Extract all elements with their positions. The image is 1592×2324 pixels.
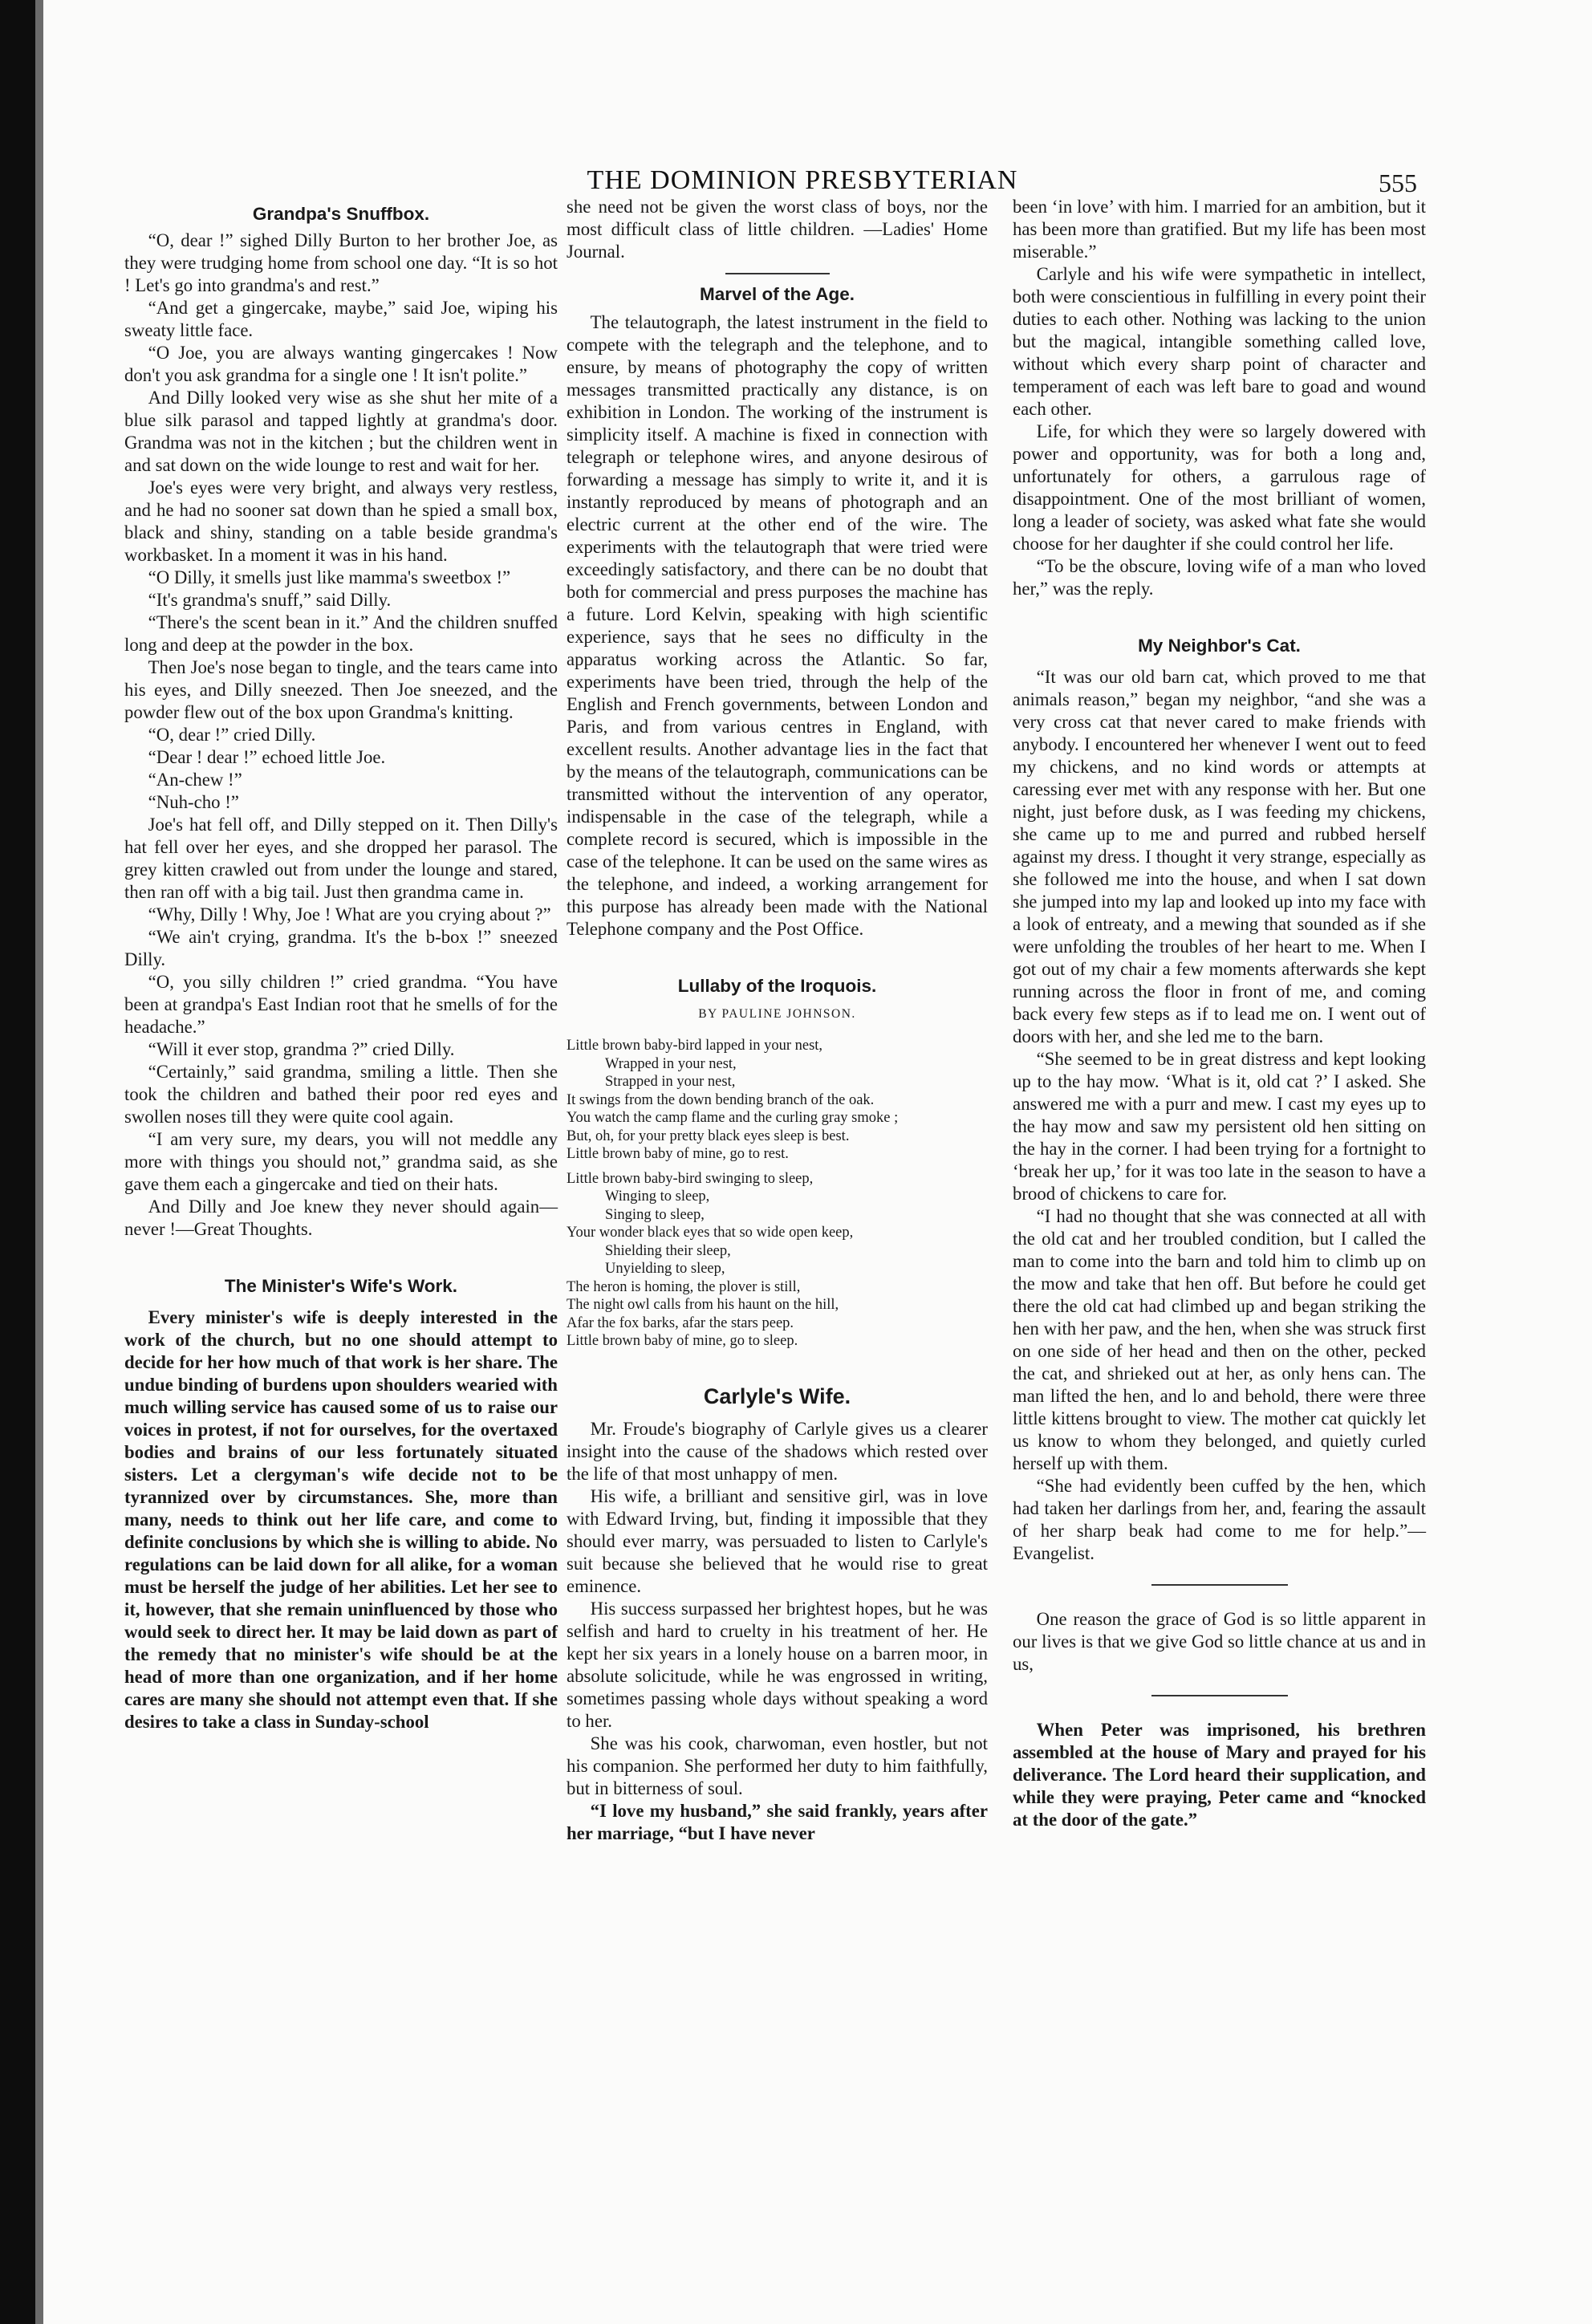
article-paragraph: Mr. Froude's biography of Carlyle gives us a clearer insight into the cause of the shadows which rested over the life of that most unhappy of men. [567,1418,988,1484]
article-paragraph: “Dear ! dear !” echoed little Joe. [148,747,386,767]
article-paragraph: Joe's hat fell off, and Dilly stepped on it. Then Dilly's hat fell over her eyes, and she dropped her parasol. The grey kitten crawled out from under the lounge and stared, then ran off with a big tail. Just then grandma came in. [124,815,558,902]
article-paragraph: “I love my husband,” she said frankly, years after her marriage, “but I have never [567,1800,988,1843]
page-number: 555 [1379,169,1417,197]
article-heading-grandpas-snuffbox: Grandpa's Snuffbox. [252,204,430,224]
article-paragraph: “O, you silly children !” cried grandma. “You have been at grandpa's East Indian root that he smells of for the headache.” [124,972,558,1037]
article-paragraph: His success surpassed her brightest hopes, but he was selfish and hard to cruelty in his treatment of her. He kept her six years in a lonely house on a barren moor, in absolute solicitude, while he was engrossed in writing, sometimes passing whole days without speaking a word to her. [567,1598,988,1731]
article-paragraph: “She had evidently been cuffed by the hen, which had taken her darlings from her, and, fearing the assault of her sharp beak had come to me for help.”—Evangelist. [1013,1476,1426,1563]
poem-line: The heron is homing, the plover is still, [567,1278,801,1295]
article-continuation: she need not be given the worst class of boys, nor the most difficult class of little children. —Ladies' Home Journal. [567,197,988,262]
article-paragraph: “She seemed to be in great distress and kept looking up to the hay mow. ‘What is it, old cat ?’ I asked. She answered me with a purr and mew. I cast my eyes up to the hay mow and saw my persistent old hen sitting on the hay in the corner. I had been trying for a fortnight to ‘break her up,’ for it was too late in the season to have a brood of chickens to care for. [1013,1049,1426,1204]
filler-paragraph-grace: One reason the grace of God is so little apparent in our lives is that we give God so little chance at us and in us, [1013,1609,1426,1674]
poem-line: Little brown baby of mine, go to rest. [567,1146,789,1162]
article-paragraph: Life, for which they were so largely dowered with power and opportunity, was for both a long and, unfortunately for others, a garrulous rage of disappointment. One of the most brilliant of women, long a leader of society, was asked what fate she would choose for her daughter if she could control her life. [1013,421,1426,554]
poem-line: Winging to sleep, [605,1188,710,1205]
article-paragraph: Carlyle and his wife were sympathetic in intellect, both were conscientious in fulfilling in every point their duties to each other. Nothing was lacking to the union but the magical, intangible something called love, without which every sharp point of character and temperament of each was left bare to goad and wound each other. [1013,264,1426,419]
article-paragraph: Joe's eyes were very bright, and always very restless, and he had no sooner sat down than he spied a small box, black and shiny, standing on a table beside grandma's workbasket. In a moment it was in his hand. [124,477,558,565]
poem-line: Singing to sleep, [605,1206,705,1223]
article-paragraph: “An-chew !” [148,770,242,790]
section-divider [1151,1584,1288,1586]
poem-line: Strapped in your nest, [605,1074,736,1090]
poem-line: Unyielding to sleep, [605,1261,725,1277]
article-paragraph: “O, dear !” sighed Dilly Burton to her brother Joe, as they were trudging home from school one day. “It is so hot ! Let's go into grandma's and rest.” [124,230,558,295]
column-1 [124,196,558,1733]
poem-line: Shielding their sleep, [605,1242,731,1259]
article-paragraph: “I am very sure, my dears, you will not meddle any more with things you should not,” grandma said, as she gave them each a gingercake and tied on their hats. [124,1129,558,1194]
column-2 [567,196,988,1845]
article-heading-marvel-of-the-age: Marvel of the Age. [700,284,855,304]
article-paragraph: And Dilly and Joe knew they never should again—never !—Great Thoughts. [124,1197,558,1239]
article-paragraph: “O, dear !” cried Dilly. [148,725,316,745]
section-divider [725,273,830,274]
page-header-title: THE DOMINION PRESBYTERIAN [587,165,1018,195]
article-paragraph: “Certainly,” said grandma, smiling a little. Then she took the children and bathed their poor red eyes and swollen noses till they were quite cool again. [124,1062,558,1127]
section-divider [1151,1695,1288,1696]
article-heading-ministers-wifes-work: The Minister's Wife's Work. [224,1276,458,1296]
poem-line: Little brown baby-bird lapped in your nest, [567,1038,823,1054]
poem-line: The night owl calls from his haunt on the hill, [567,1297,839,1313]
article-paragraph: “Why, Dilly ! Why, Joe ! What are you crying about ?” [148,904,551,924]
article-heading-carlyles-wife: Carlyle's Wife. [703,1383,851,1408]
article-paragraph: Every minister's wife is deeply interested in the work of the church, but no one should attempt to decide for her how much of that work is her share. The undue binding of burdens upon shoulders wearied with much willing service has caused some of us to raise our voices in protest, if not for ourselves, for the overtaxed bodies and brains of our less fortunately situated sisters. Let a clergyman's wife decide not to be tyrannized over by circumstances. She, more than many, needs to think out her life care, and come to definite conclusions by which she is willing to abide. No regulations can be laid down for all alike, for a woman must be herself the judge of her abilities. Let her see to it, however, that she remain uninfluenced by those who would seek to direct her. It may be laid down as part of the remedy that no minister's wife should be at the head of more than one organization, and if her home cares are many she should not attempt even that. If she desires to take a class in Sunday-school [124,1307,558,1732]
article-heading-my-neighbors-cat: My Neighbor's Cat. [1138,636,1301,656]
article-paragraph: His wife, a brilliant and sensitive girl, was in love with Edward Irving, but, finding it impossible that they should ever marry, was persuaded to listen to Carlyle's suit because she believed that he would rise to great eminence. [567,1485,988,1596]
article-paragraph: “O Joe, you are always wanting gingercakes ! Now don't you ask grandma for a single one ! It isn't polite.” [124,343,558,385]
poem-heading-lullaby-of-the-iroquois: Lullaby of the Iroquois. [677,976,877,996]
binding-edge [0,0,35,2324]
article-paragraph: “And get a gingercake, maybe,” said Joe, wiping his sweaty little face. [124,298,558,340]
article-paragraph: The telautograph, the latest instrument in the field to compete with the telegraph and the telephone, and to ensure, by means of photography the copy of written messages transmitted practically any distance, is on exhibition in London. The working of the instrument is simplicity itself. A machine is fixed in connection with telegraph or telephone wires, and anyone desirous of forwarding a message has simply to write it, and it is instantly reproduced by means of photograph and an electric current at the other end of the wire. The experiments with the telautograph that were tried were exceedingly satisfactory, and there can be no doubt that both for commercial and press purposes the machine has a future. Lord Kelvin, speaking with high scientific experience, says that he sees no difficulty in the apparatus working across the Atlantic. So far, experiments have been tried, through the help of the English and French governments, between London and Paris, and from various centres in England, with excellent results. Another advantage lies in the fact that by the means of the telautograph, communications can be transmitted without the intervention of any operator, indispensable in the case of the telegraph, while a complete record is secured, which is impossible in the case of the telephone. It can be used on the same wires as the telephone, and indeed, a working arrangement for this purpose has already been made with the National Telephone company and the Post Office. [567,312,988,939]
article-paragraph: “To be the obscure, loving wife of a man who loved her,” was the reply. [1013,556,1426,599]
filler-paragraph-peter: When Peter was imprisoned, his brethren assembled at the house of Mary and prayed for his deliverance. The Lord heard their supplication, and while they were praying, Peter came and “knocked at the door of the gate.” [1013,1720,1426,1830]
poem-body [567,1037,988,1351]
article-continuation: been ‘in love’ with him. I married for an ambition, but it has been more than gratified. But my life has been most miserable.” [1013,197,1426,262]
poem-line: Little brown baby of mine, go to sleep. [567,1333,798,1349]
poem-line: You watch the camp flame and the curling gray smoke ; [567,1110,899,1126]
poem-line: It swings from the down bending branch of the oak. [567,1091,875,1108]
article-paragraph: “Will it ever stop, grandma ?” cried Dilly. [148,1039,455,1059]
article-paragraph: Then Joe's nose began to tingle, and the tears came into his eyes, and Dilly sneezed. Then Joe sneezed, and the powder flew out of the box upon Grandma's knitting. [124,657,558,722]
poem-line: But, oh, for your pretty black eyes sleep is best. [567,1127,850,1144]
poem-line: Wrapped in your nest, [605,1055,737,1072]
article-paragraph: “O Dilly, it smells just like mamma's sweetbox !” [148,567,511,587]
article-paragraph: “I had no thought that she was connected at all with the old cat and her troubled condition, but I called the man to come into the barn and told him to climb up on the mow and take that hen off. But before he could get there the old cat had climbed up and began striking the hen with her paw, and the hen, when she was struck first on one side of her head and then on the other, pecked the cat, and shrieked out at her, as only hens can. The man lifted the hen, and lo and behold, there were three little kittens brought to view. The mother cat quickly let us know to whom they belonged, and quietly curled herself up with them. [1013,1206,1426,1473]
article-paragraph: “It's grandma's snuff,” said Dilly. [148,590,392,610]
poem-line: Your wonder black eyes that so wide open keep, [567,1225,854,1241]
article-paragraph: “It was our old barn cat, which proved to me that animals reason,” began my neighbor, “and she was a very cross cat that never cared to make friends with anybody. I encountered her whenever I went out to feed my chickens, and no kind words or attempts at caressing ever met with any response with her. But one night, just before dusk, as I was feeding my chickens, she came up to me and purred and rubbed herself against my dress. I thought it very strange, especially as she followed me into the house, and when I sat down she jumped into my lap and looked up into my face with a look of entreaty, and a mewing that sounded as if she were unfolding the troubles of her heart to me. When I got out of my chair a few moments afterwards she kept running across the floor in front of me, and coming back every few steps as if to lead me on. I went out of doors with her, and she led me to the barn. [1013,667,1426,1046]
article-paragraph: “Nuh-cho !” [148,792,239,812]
article-paragraph: She was his cook, charwoman, even hostler, but not his companion. She performed her duty to him faithfully, but in bitterness of soul. [567,1733,988,1798]
column-3 [1013,196,1426,1831]
article-paragraph: “We ain't crying, grandma. It's the b-box !” sneezed Dilly. [124,927,558,969]
poem-line: Afar the fox barks, afar the stars peep. [567,1314,794,1331]
poem-line: Little brown baby-bird swinging to sleep, [567,1170,814,1187]
binding-shadow [35,0,43,2324]
article-paragraph: “There's the scent bean in it.” And the children snuffed long and deep at the powder in the box. [124,612,558,655]
poem-byline: BY PAULINE JOHNSON. [698,1007,856,1021]
article-paragraph: And Dilly looked very wise as she shut her mite of a blue silk parasol and tapped lightly at grandma's door. Grandma was not in the kitchen ; but the children went in and sat down on the wide lounge to rest and wait for her. [124,388,558,475]
